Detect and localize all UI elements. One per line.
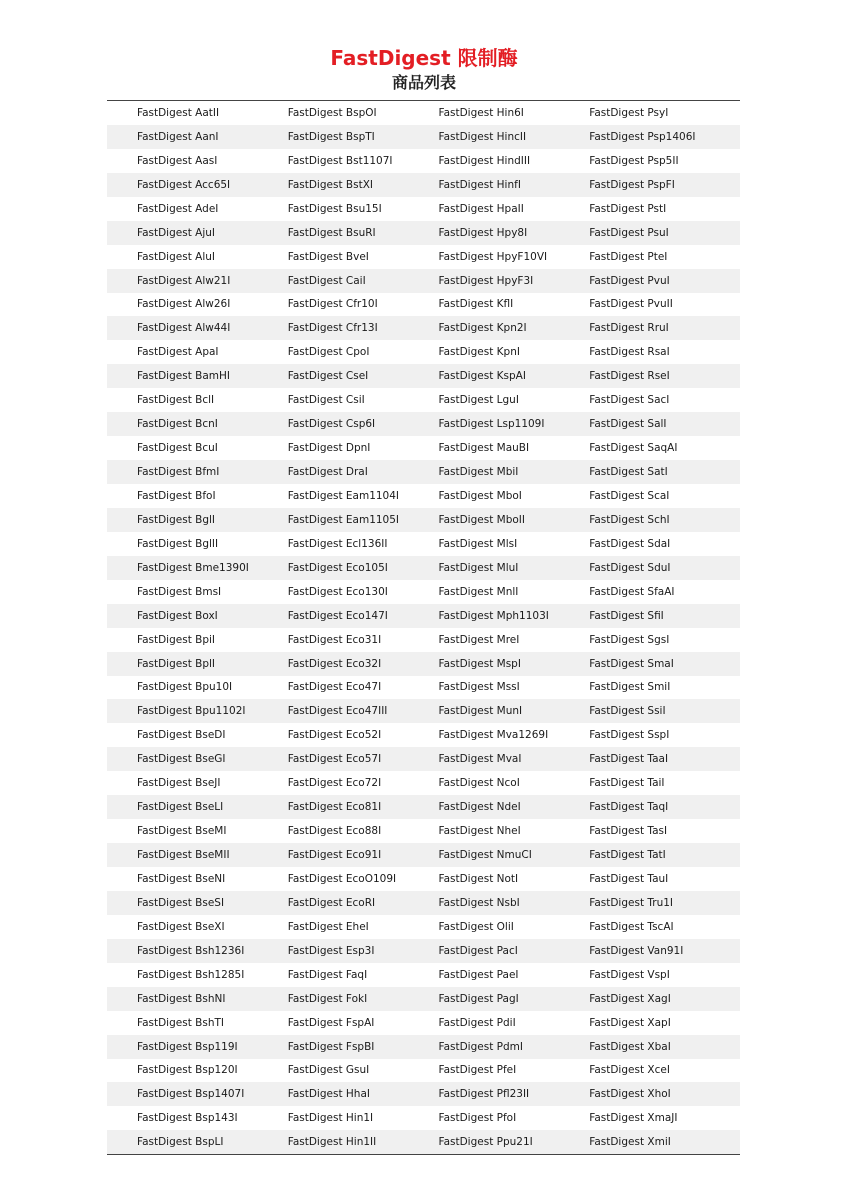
product-cell: FastDigest Alw44I xyxy=(137,322,231,335)
product-cell: FastDigest LguI xyxy=(438,394,519,407)
product-cell: FastDigest HinfI xyxy=(438,178,521,191)
product-cell: FastDigest MlsI xyxy=(438,537,518,550)
product-cell: FastDigest BclI xyxy=(137,394,215,407)
product-cell: FastDigest Eco57I xyxy=(287,753,382,766)
product-cell: FastDigest NotI xyxy=(438,872,519,885)
product-cell: FastDigest Eco147I xyxy=(287,609,388,622)
product-cell: FastDigest PfeI xyxy=(438,1064,517,1077)
table-row xyxy=(107,963,740,987)
product-cell: FastDigest CseI xyxy=(287,370,369,383)
table-row xyxy=(107,580,740,604)
table-row xyxy=(107,867,740,891)
table-row xyxy=(107,676,740,700)
table-row xyxy=(107,436,740,460)
table-row xyxy=(107,939,740,963)
product-cell: FastDigest PaeI xyxy=(438,968,519,981)
product-cell: FastDigest PteI xyxy=(589,250,668,263)
product-cell: FastDigest Lsp1109I xyxy=(438,418,545,431)
product-cell: FastDigest MreI xyxy=(438,633,520,646)
product-cell: FastDigest BmsI xyxy=(137,585,222,598)
page-title: FastDigest 限制酶 xyxy=(330,46,518,70)
product-cell: FastDigest SdaI xyxy=(589,537,671,550)
table-row xyxy=(107,340,740,364)
product-cell: FastDigest MboII xyxy=(438,513,525,526)
product-cell: FastDigest Eco47I xyxy=(287,681,382,694)
product-cell: FastDigest BspTI xyxy=(287,130,375,143)
product-cell: FastDigest FspAI xyxy=(287,1016,375,1029)
product-cell: FastDigest CpoI xyxy=(287,346,370,359)
product-cell: FastDigest Bpu1102I xyxy=(137,705,246,718)
product-cell: FastDigest BcuI xyxy=(137,442,218,455)
product-cell: FastDigest RsaI xyxy=(589,346,670,359)
product-cell: FastDigest MssI xyxy=(438,681,520,694)
product-cell: FastDigest PdiI xyxy=(438,1016,516,1029)
product-cell: FastDigest Psp1406I xyxy=(589,130,696,143)
product-cell: FastDigest BseMII xyxy=(137,849,230,862)
table-row xyxy=(107,532,740,556)
product-cell: FastDigest MbiI xyxy=(438,466,519,479)
product-cell: FastDigest ScaI xyxy=(589,489,670,502)
product-cell: FastDigest NmuCI xyxy=(438,849,532,862)
table-row xyxy=(107,269,740,293)
product-cell: FastDigest SalI xyxy=(589,418,667,431)
product-cell: FastDigest TasI xyxy=(589,825,668,838)
product-cell: FastDigest Tru1I xyxy=(589,896,674,909)
product-cell: FastDigest SfiI xyxy=(589,609,664,622)
product-cell: FastDigest BseJI xyxy=(137,777,221,790)
product-cell: FastDigest NheI xyxy=(438,825,521,838)
product-cell: FastDigest MnlI xyxy=(438,585,519,598)
product-cell: FastDigest TatI xyxy=(589,849,666,862)
product-cell: FastDigest Alw26I xyxy=(137,298,231,311)
product-cell: FastDigest TaqI xyxy=(589,801,669,814)
table-row xyxy=(107,412,740,436)
product-cell: FastDigest Alw21I xyxy=(137,274,231,287)
product-cell: FastDigest TaiI xyxy=(589,777,665,790)
product-cell: FastDigest Bsp120I xyxy=(137,1064,238,1077)
product-cell: FastDigest NcoI xyxy=(438,777,520,790)
product-cell: FastDigest PacI xyxy=(438,944,518,957)
product-cell: FastDigest Bsu15I xyxy=(287,202,382,215)
table-row xyxy=(107,1106,740,1130)
product-cell: FastDigest SchI xyxy=(589,513,670,526)
product-cell: FastDigest MunI xyxy=(438,705,523,718)
product-cell: FastDigest MboI xyxy=(438,489,522,502)
product-cell: FastDigest Bsh1236I xyxy=(137,944,245,957)
product-cell: FastDigest BshTI xyxy=(137,1016,224,1029)
product-cell: FastDigest EheI xyxy=(287,920,369,933)
table-row xyxy=(107,221,740,245)
product-cell: FastDigest AjuI xyxy=(137,226,216,239)
product-cell: FastDigest FaqI xyxy=(287,968,368,981)
product-cell: FastDigest BamHI xyxy=(137,370,231,383)
product-cell: FastDigest CaiI xyxy=(287,274,366,287)
product-cell: FastDigest KpnI xyxy=(438,346,520,359)
table-row xyxy=(107,652,740,676)
table-row xyxy=(107,987,740,1011)
table-row xyxy=(107,699,740,723)
product-cell: FastDigest PsyI xyxy=(589,106,669,119)
product-cell: FastDigest SspI xyxy=(589,729,670,742)
table-row xyxy=(107,149,740,173)
product-cell: FastDigest Hpy8I xyxy=(438,226,528,239)
product-cell: FastDigest Bst1107I xyxy=(287,154,393,167)
table-row xyxy=(107,771,740,795)
product-cell: FastDigest Bsp119I xyxy=(137,1040,238,1053)
product-cell: FastDigest Eco81I xyxy=(287,801,382,814)
product-cell: FastDigest Eco32I xyxy=(287,657,382,670)
product-cell: FastDigest XmaJI xyxy=(589,1112,678,1125)
product-cell: FastDigest Van91I xyxy=(589,944,684,957)
product-cell: FastDigest Psp5II xyxy=(589,154,679,167)
product-cell: FastDigest Bme1390I xyxy=(137,561,249,574)
product-cell: FastDigest CsiI xyxy=(287,394,365,407)
product-cell: FastDigest BveI xyxy=(287,250,369,263)
product-cell: FastDigest PagI xyxy=(438,992,519,1005)
product-cell: FastDigest SmiI xyxy=(589,681,671,694)
product-cell: FastDigest Cfr13I xyxy=(287,322,378,335)
product-cell: FastDigest AanI xyxy=(137,130,219,143)
product-cell: FastDigest OliI xyxy=(438,920,514,933)
product-cell: FastDigest SgsI xyxy=(589,633,670,646)
product-cell: FastDigest Esp3I xyxy=(287,944,375,957)
product-cell: FastDigest HpyF3I xyxy=(438,274,534,287)
product-cell: FastDigest DraI xyxy=(287,466,368,479)
table-row xyxy=(107,1082,740,1106)
product-cell: FastDigest KspAI xyxy=(438,370,526,383)
product-cell: FastDigest BpiI xyxy=(137,633,216,646)
table-row xyxy=(107,460,740,484)
table-row xyxy=(107,723,740,747)
product-cell: FastDigest HincII xyxy=(438,130,527,143)
product-cell: FastDigest BglI xyxy=(137,513,216,526)
table-row xyxy=(107,245,740,269)
product-cell: FastDigest SmaI xyxy=(589,657,674,670)
table-row xyxy=(107,843,740,867)
product-cell: FastDigest XmiI xyxy=(589,1136,671,1149)
product-cell: FastDigest MvaI xyxy=(438,753,522,766)
table-row xyxy=(107,388,740,412)
product-cell: FastDigest Csp6I xyxy=(287,418,376,431)
product-cell: FastDigest AasI xyxy=(137,154,218,167)
product-cell: FastDigest BseGI xyxy=(137,753,226,766)
product-cell: FastDigest HindIII xyxy=(438,154,531,167)
product-cell: FastDigest Mva1269I xyxy=(438,729,549,742)
product-cell: FastDigest TaaI xyxy=(589,753,669,766)
product-cell: FastDigest BspLI xyxy=(137,1136,224,1149)
product-cell: FastDigest BsuRI xyxy=(287,226,376,239)
product-cell: FastDigest ApaI xyxy=(137,346,219,359)
product-cell: FastDigest Eam1104I xyxy=(287,489,400,502)
product-cell: FastDigest BseDI xyxy=(137,729,226,742)
product-cell: FastDigest Ecl136II xyxy=(287,537,388,550)
product-cell: FastDigest BplI xyxy=(137,657,216,670)
product-cell: FastDigest HpyF10VI xyxy=(438,250,548,263)
product-cell: FastDigest Eco72I xyxy=(287,777,382,790)
product-cell: FastDigest Hin1II xyxy=(287,1136,377,1149)
product-cell: FastDigest Hin1I xyxy=(287,1112,374,1125)
table-row xyxy=(107,556,740,580)
product-cell: FastDigest XbaI xyxy=(589,1040,671,1053)
product-cell: FastDigest BfmI xyxy=(137,466,220,479)
product-cell: FastDigest Mph1103I xyxy=(438,609,549,622)
product-cell: FastDigest NdeI xyxy=(438,801,521,814)
product-cell: FastDigest EcoRI xyxy=(287,896,376,909)
product-cell: FastDigest AatII xyxy=(137,106,220,119)
product-cell: FastDigest BstXI xyxy=(287,178,373,191)
product-cell: FastDigest PdmI xyxy=(438,1040,523,1053)
product-cell: FastDigest SaqAI xyxy=(589,442,678,455)
product-cell: FastDigest Cfr10I xyxy=(287,298,378,311)
table-row xyxy=(107,1059,740,1083)
table-row xyxy=(107,795,740,819)
table-row xyxy=(107,604,740,628)
product-cell: FastDigest PvuI xyxy=(589,274,670,287)
product-cell: FastDigest NsbI xyxy=(438,896,520,909)
product-cell: FastDigest XagI xyxy=(589,992,671,1005)
product-cell: FastDigest MauBI xyxy=(438,442,530,455)
product-cell: FastDigest BglII xyxy=(137,537,219,550)
product-cell: FastDigest Bsh1285I xyxy=(137,968,245,981)
product-cell: FastDigest BshNI xyxy=(137,992,226,1005)
product-cell: FastDigest Bpu10I xyxy=(137,681,233,694)
product-cell: FastDigest Hin6I xyxy=(438,106,524,119)
product-table xyxy=(107,100,740,1155)
product-cell: FastDigest Eco105I xyxy=(287,561,388,574)
product-cell: FastDigest XceI xyxy=(589,1064,670,1077)
table-row xyxy=(107,747,740,771)
product-cell: FastDigest AdeI xyxy=(137,202,219,215)
table-row xyxy=(107,316,740,340)
product-cell: FastDigest Kpn2I xyxy=(438,322,527,335)
product-cell: FastDigest Eco91I xyxy=(287,849,382,862)
product-cell: FastDigest SsiI xyxy=(589,705,666,718)
table-row xyxy=(107,364,740,388)
product-cell: FastDigest Bsp143I xyxy=(137,1112,238,1125)
product-cell: FastDigest DpnI xyxy=(287,442,371,455)
product-cell: FastDigest Eco31I xyxy=(287,633,382,646)
product-cell: FastDigest PspFI xyxy=(589,178,675,191)
product-cell: FastDigest HhaI xyxy=(287,1088,370,1101)
product-cell: FastDigest BfoI xyxy=(137,489,216,502)
table-row xyxy=(107,1130,740,1154)
product-cell: FastDigest EcoO109I xyxy=(287,872,397,885)
product-cell: FastDigest BoxI xyxy=(137,609,218,622)
product-cell: FastDigest BspOI xyxy=(287,106,377,119)
table-row xyxy=(107,1035,740,1059)
table-row xyxy=(107,891,740,915)
table-row xyxy=(107,293,740,317)
product-cell: FastDigest XhoI xyxy=(589,1088,671,1101)
product-cell: FastDigest Pfl23II xyxy=(438,1088,530,1101)
table-row xyxy=(107,915,740,939)
product-cell: FastDigest Eco130I xyxy=(287,585,388,598)
product-cell: FastDigest BcnI xyxy=(137,418,218,431)
product-cell: FastDigest GsuI xyxy=(287,1064,370,1077)
product-cell: FastDigest FspBI xyxy=(287,1040,375,1053)
product-cell: FastDigest BseSI xyxy=(137,896,225,909)
product-cell: FastDigest BseLI xyxy=(137,801,224,814)
product-cell: FastDigest Eco52I xyxy=(287,729,382,742)
product-cell: FastDigest SduI xyxy=(589,561,671,574)
product-cell: FastDigest SfaAI xyxy=(589,585,675,598)
product-cell: FastDigest TscAI xyxy=(589,920,674,933)
table-row xyxy=(107,197,740,221)
product-cell: FastDigest XapI xyxy=(589,1016,671,1029)
table-row xyxy=(107,173,740,197)
product-cell: FastDigest PsuI xyxy=(589,226,669,239)
table-row xyxy=(107,819,740,843)
product-cell: FastDigest Ppu21I xyxy=(438,1136,533,1149)
product-cell: FastDigest VspI xyxy=(589,968,670,981)
product-cell: FastDigest SatI xyxy=(589,466,668,479)
product-cell: FastDigest PvuII xyxy=(589,298,673,311)
product-cell: FastDigest Acc65I xyxy=(137,178,231,191)
product-cell: FastDigest BseMI xyxy=(137,825,227,838)
table-row xyxy=(107,484,740,508)
product-cell: FastDigest PfoI xyxy=(438,1112,517,1125)
product-cell: FastDigest AluI xyxy=(137,250,216,263)
product-cell: FastDigest SacI xyxy=(589,394,670,407)
table-row xyxy=(107,1011,740,1035)
page-subtitle: 商品列表 xyxy=(391,73,456,92)
product-cell: FastDigest BseXI xyxy=(137,920,225,933)
product-cell: FastDigest HpaII xyxy=(438,202,524,215)
product-cell: FastDigest RruI xyxy=(589,322,669,335)
product-cell: FastDigest Eco47III xyxy=(287,705,388,718)
product-cell: FastDigest PstI xyxy=(589,202,667,215)
product-cell: FastDigest Eam1105I xyxy=(287,513,400,526)
table-row xyxy=(107,101,740,125)
product-cell: FastDigest Eco88I xyxy=(287,825,382,838)
product-cell: FastDigest TauI xyxy=(589,872,669,885)
product-cell: FastDigest Bsp1407I xyxy=(137,1088,245,1101)
product-cell: FastDigest MspI xyxy=(438,657,521,670)
table-row xyxy=(107,508,740,532)
product-cell: FastDigest RseI xyxy=(589,370,670,383)
product-cell: FastDigest MluI xyxy=(438,561,519,574)
product-cell: FastDigest FokI xyxy=(287,992,368,1005)
product-cell: FastDigest BseNI xyxy=(137,872,226,885)
table-row xyxy=(107,628,740,652)
table-row xyxy=(107,125,740,149)
product-cell: FastDigest KflI xyxy=(438,298,514,311)
